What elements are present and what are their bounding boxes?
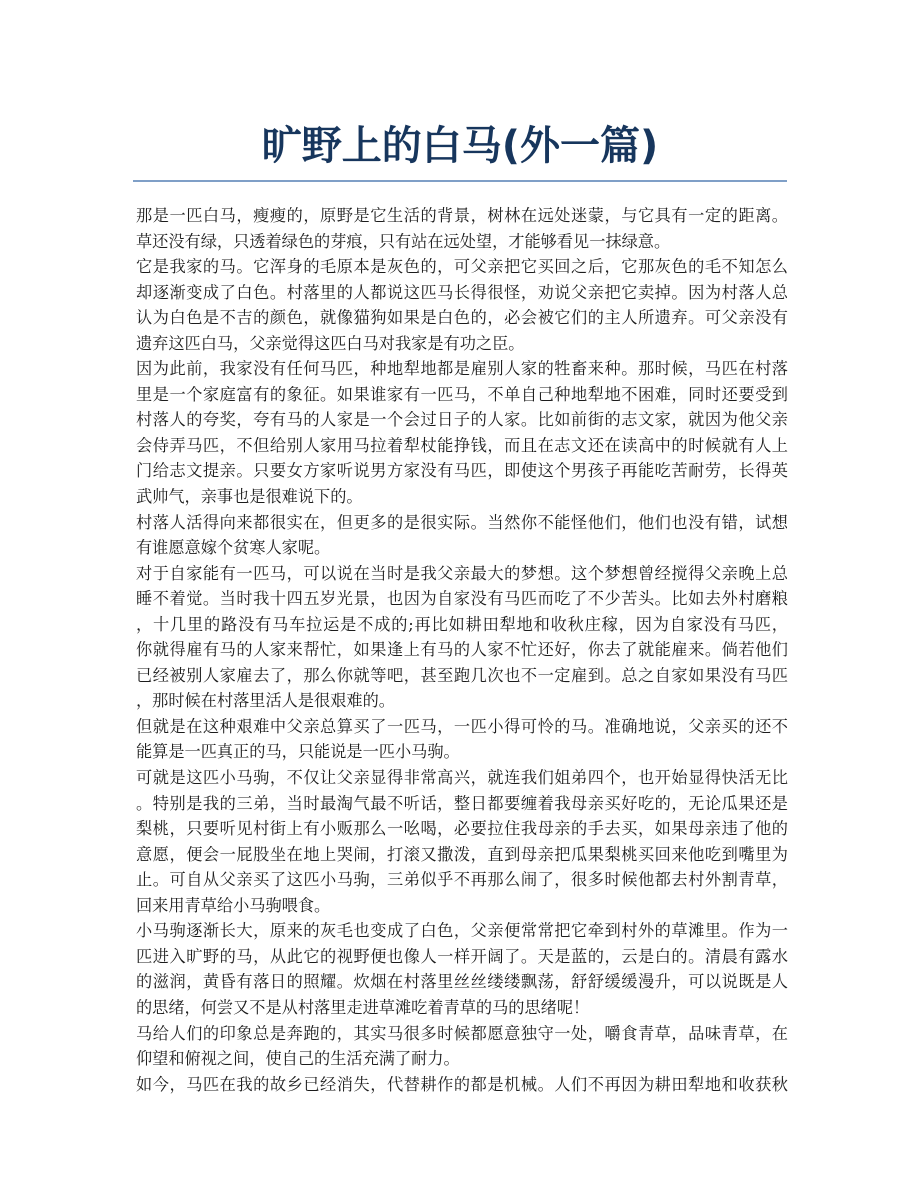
text-line: 村落人活得向来都很实在，但更多的是很实际。当然你不能怪他们，他们也没有错，试想 xyxy=(136,512,788,532)
text-line: 已经被别人家雇去了，那么你就等吧，甚至跑几次也不一定雇到。总之自家如果没有马匹 xyxy=(136,665,788,685)
text-line: 意愿，便会一屁股坐在地上哭闹，打滚又撒泼，直到母亲把瓜果梨桃买回来他吃到嘴里为 xyxy=(136,844,788,864)
text-line: 。特别是我的三弟，当时最淘气最不听话，整日都要缠着我母亲买好吃的，无论瓜果还是 xyxy=(136,793,788,813)
text-line: 对于自家能有一匹马，可以说在当时是我父亲最大的梦想。这个梦想曾经搅得父亲晚上总 xyxy=(136,563,788,583)
text-line: 认为白色是不吉的颜色，就像猫狗如果是白色的，必会被它们的主人所遗弃。可父亲没有 xyxy=(136,308,788,328)
document-body xyxy=(136,203,788,1097)
text-line: 那是一匹白马，瘦瘦的，原野是它生活的背景，树林在远处迷蒙，与它具有一定的距离。 xyxy=(136,206,788,225)
text-line: 马给人们的印象总是奔跑的，其实马很多时候都愿意独守一处，嚼食青草，品味青草，在 xyxy=(136,1023,788,1043)
text-line: 小马驹逐渐长大，原来的灰毛也变成了白色，父亲便常常把它牵到村外的草滩里。作为一 xyxy=(136,921,788,941)
text-line: 草还没有绿，只透着绿色的芽痕，只有站在远处望，才能够看见一抹绿意。 xyxy=(136,231,671,251)
text-line: 睡不着觉。当时我十四五岁光景，也因为自家没有马匹而吃了不少苦头。比如去外村磨粮 xyxy=(136,589,788,609)
text-line: 里是一个家庭富有的象征。如果谁家有一匹马，不单自己种地犁地不困难，同时还要受到 xyxy=(136,384,788,404)
title-divider xyxy=(133,180,787,182)
text-line: 止。可自从父亲买了这匹小马驹，三弟似乎不再那么闹了，很多时候他都去村外割青草， xyxy=(136,870,788,890)
text-line: 可就是这匹小马驹，不仅让父亲显得非常高兴，就连我们姐弟四个，也开始显得快活无比 xyxy=(136,768,788,788)
text-line: 有谁愿意嫁个贫寒人家呢。 xyxy=(136,538,331,558)
text-line: 会侍弄马匹，不但给别人家用马拉着犁杖能挣钱，而且在志文还在读高中的时候就有人上 xyxy=(136,435,788,455)
text-line: 村落人的夸奖，夸有马的人家是一个会过日子的人家。比如前街的志文家，就因为他父亲 xyxy=(136,410,788,430)
text-line: 因为此前，我家没有任何马匹，种地犁地都是雇别人家的牲畜来种。那时候，马匹在村落 xyxy=(136,359,788,379)
text-line: ，十几里的路没有马车拉运是不成的;再比如耕田犁地和收秋庄稼，因为自家没有马匹， xyxy=(136,614,788,634)
text-line: 能算是一匹真正的马，只能说是一匹小马驹。 xyxy=(136,742,460,762)
text-line: 梨桃，只要听见村街上有小贩那么一吆喝，必要拉住我母亲的手去买，如果母亲违了他的 xyxy=(136,819,788,839)
text-line: 如今，马匹在我的故乡已经消失，代替耕作的都是机械。人们不再因为耕田犁地和收获秋 xyxy=(136,1074,788,1094)
text-line: 门给志文提亲。只要女方家听说男方家没有马匹，即使这个男孩子再能吃苦耐劳，长得英 xyxy=(136,461,788,481)
text-line: 仰望和俯视之间，使自己的生活充满了耐力。 xyxy=(136,1049,460,1069)
text-line: 它是我家的马。它浑身的毛原本是灰色的，可父亲把它买回之后，它那灰色的毛不知怎么 xyxy=(136,257,788,277)
text-line: 的滋润，黄昏有落日的照耀。炊烟在村落里丝丝缕缕飘荡，舒舒缓缓漫升，可以说既是人 xyxy=(136,972,788,992)
text-line: 却逐渐变成了白色。村落里的人都说这匹马长得很怪，劝说父亲把它卖掉。因为村落人总 xyxy=(136,282,788,302)
text-line: 但就是在这种艰难中父亲总算买了一匹马，一匹小得可怜的马。准确地说，父亲买的还不 xyxy=(136,716,788,736)
document-title: 旷野上的白马(外一篇) xyxy=(261,123,659,169)
text-line: 遗弃这匹白马，父亲觉得这匹白马对我家是有功之臣。 xyxy=(136,333,525,353)
text-line: 回来用青草给小马驹喂食。 xyxy=(136,895,331,915)
text-line: 匹进入旷野的马，从此它的视野便也像人一样开阔了。天是蓝的，云是白的。清晨有露水 xyxy=(136,946,788,966)
text-line: ，那时候在村落里活人是很艰难的。 xyxy=(136,691,395,711)
text-line: 的思绪，何尝又不是从村落里走进草滩吃着青草的马的思绪呢！ xyxy=(136,997,590,1017)
text-line: 你就得雇有马的人家来帮忙，如果逢上有马的人家不忙还好，你去了就能雇来。倘若他们 xyxy=(136,640,788,660)
text-line: 武帅气，亲事也是很难说下的。 xyxy=(136,487,363,507)
